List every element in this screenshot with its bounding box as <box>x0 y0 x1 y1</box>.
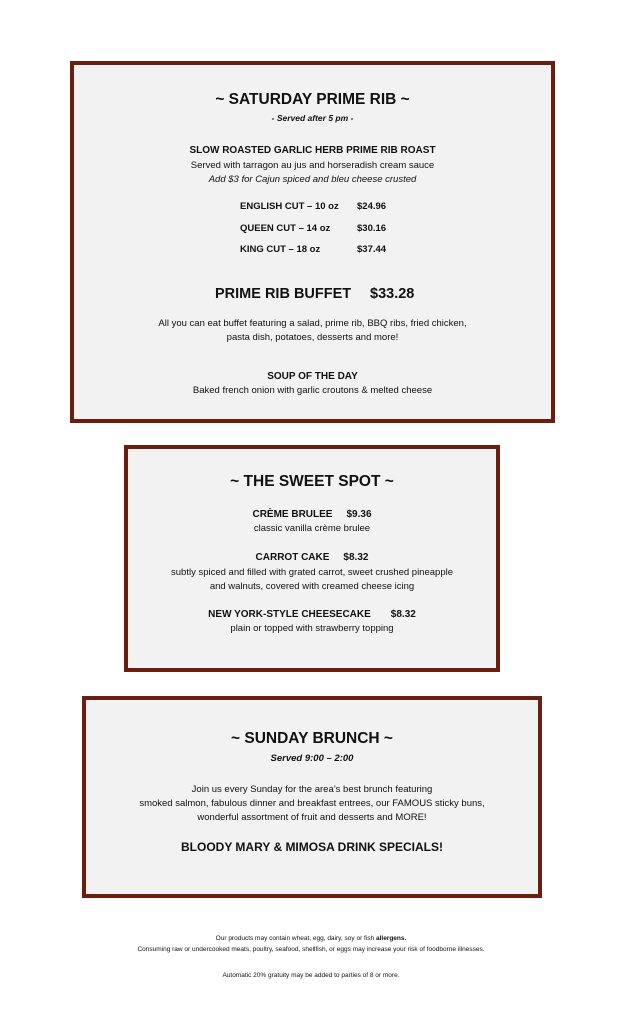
cut-price: $24.96 <box>357 201 387 212</box>
dessert-description: plain or topped with strawberry topping <box>230 623 394 634</box>
brunch-description-line-2: smoked salmon, fabulous dinner and breakfast entrees, our FAMOUS sticky buns, <box>139 798 485 809</box>
soup-description: Baked french onion with garlic croutons & melted cheese <box>192 385 433 396</box>
brunch-description-line-3: wonderful assortment of fruit and desserts and MORE! <box>197 812 427 823</box>
dessert-name: CARROT CAKE <box>255 552 330 563</box>
dessert-description: subtly spiced and filled with grated carrot, sweet crushed pineapple <box>171 567 453 578</box>
roast-addon: Add $3 for Cajun spiced and bleu cheese crusted <box>208 174 417 185</box>
cut-name: QUEEN CUT – 14 oz <box>240 223 331 234</box>
buffet-price: $33.28 <box>370 286 415 302</box>
dessert-description-line-2: and walnuts, covered with creamed cheese icing <box>209 581 415 592</box>
brunch-description-line-1: Join us every Sunday for the area’s best brunch featuring <box>191 784 433 795</box>
drink-specials: BLOODY MARY & MIMOSA DRINK SPECIALS! <box>180 840 443 854</box>
dessert-price: $8.32 <box>390 609 416 620</box>
allergy-bold-text: allergens. <box>375 935 407 942</box>
raw-food-warning: Consuming raw or undercooked meats, poultry, seafood, shellfish, or eggs may increase your risk of foodborne illnesses. <box>137 946 485 953</box>
dessert-carrot-cake <box>128 552 496 563</box>
dessert-creme-brulee <box>128 509 496 520</box>
allergy-notice <box>0 934 622 944</box>
sunday-title: ~ SUNDAY BRUNCH ~ <box>231 730 393 747</box>
allergy-text: Our products may contain wheat, egg, dairy, soy or fish <box>215 935 376 942</box>
sweet-spot-section <box>124 445 500 672</box>
dessert-name: CRÈME BRULEE <box>252 509 333 520</box>
cut-price: $37.44 <box>357 244 387 255</box>
dessert-price: $9.36 <box>346 509 372 520</box>
dessert-description: classic vanilla crème brulee <box>253 523 371 534</box>
cut-name: KING CUT – 18 oz <box>240 244 321 255</box>
dessert-name: NEW YORK-STYLE CHEESECAKE <box>208 609 371 620</box>
buffet-description-line-2: pasta dish, potatoes, desserts and more! <box>226 332 399 343</box>
saturday-prime-rib-section <box>70 61 555 423</box>
buffet-name: PRIME RIB BUFFET <box>215 286 352 302</box>
buffet-description-line-1: All you can eat buffet featuring a salad, prime rib, BBQ ribs, fried chicken, <box>158 318 467 329</box>
saturday-subtitle: - Served after 5 pm - <box>271 113 354 123</box>
dessert-price: $8.32 <box>343 552 369 563</box>
sweet-title: ~ THE SWEET SPOT ~ <box>230 473 394 490</box>
cut-price: $30.16 <box>357 223 387 234</box>
gratuity-notice: Automatic 20% gratuity may be added to parties of 8 or more. <box>222 972 400 979</box>
cut-name: ENGLISH CUT – 10 oz <box>240 201 339 212</box>
saturday-title: ~ SATURDAY PRIME RIB ~ <box>215 91 410 108</box>
sunday-brunch-section <box>82 696 542 898</box>
roast-name: SLOW ROASTED GARLIC HERB PRIME RIB ROAST <box>189 145 436 156</box>
sunday-subtitle: Served 9:00 – 2:00 <box>270 753 354 764</box>
soup-title: SOUP OF THE DAY <box>267 371 358 382</box>
roast-description: Served with tarragon au jus and horseradish cream sauce <box>190 160 435 171</box>
dessert-cheesecake <box>128 609 496 620</box>
